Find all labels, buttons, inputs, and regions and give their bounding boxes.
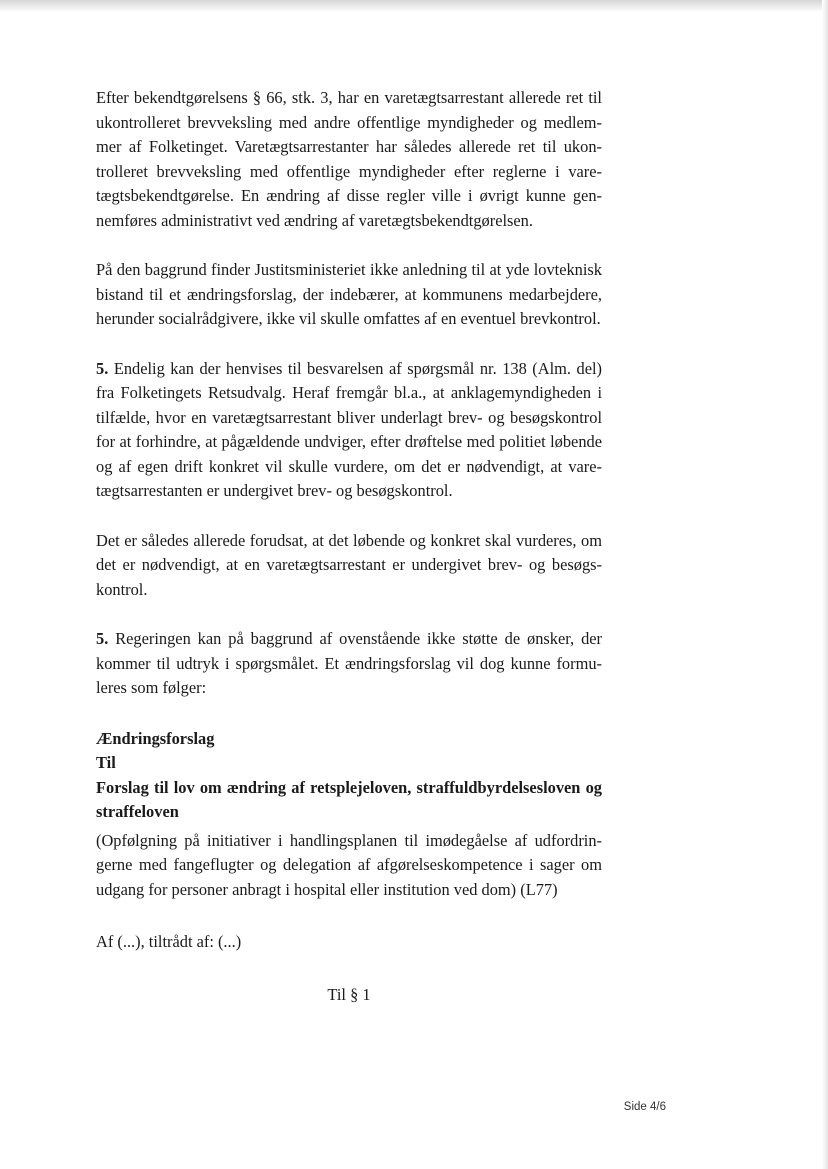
proposal-til: Til (96, 753, 116, 772)
paragraph-text: Endelig kan der henvises til besvarelsen af spørgsmål nr. 138 (Alm. del) fra Folketingets Retsudvalg. Heraf fremgår bl.a., at anklagemyndigheden i tilfælde, hvor en varetægtsarrestant bliver underlagt brev- og besøgskontrol for at forhindre, at pågældende undviger, efter drøftelse med politiet løbende og af egen drift konkret vil skulle vurdere, om det er nødvendigt, at varetægtsarrestanten er undergivet brev- og besøgskontrol. (96, 358, 602, 500)
amendment-proposal (96, 727, 602, 903)
section-reference: Til § 1 (327, 984, 371, 1004)
paragraph-text: Det er således allerede forudsat, at det løbende og konkret skal vurderes, om det er nødvendigt, at en varetægtsarrestant er undergivet brev- og besøgskontrol. (96, 530, 602, 599)
paragraph-brevveksling (96, 86, 602, 233)
paragraph-text: Regeringen kan på baggrund af ovenstående ikke støtte de ønsker, der kommer til udtryk i spørgsmålet. Et ændringsforslag vil dog kunne formuleres som følger: (96, 629, 602, 697)
paragraph-besvarelse (96, 357, 602, 504)
scan-top-edge (0, 0, 828, 12)
paragraph-number: 5. (96, 358, 109, 378)
paragraph-lovteknisk-bistand (96, 258, 602, 332)
proposal-subtitle: (Opfølgning på initiativer i handlingsplanen til imødegåelse af udfordringerne med fangeflugter og delegation af afgørelseskompetence i sager om udgang for personer anbragt i hospital eller institution ved dom) (L77) (96, 830, 602, 899)
paragraph-regeringen (96, 627, 602, 701)
scan-right-edge (822, 0, 828, 1169)
paragraph-text: Efter bekendtgørelsens § 66, stk. 3, har en varetægtsarrestant allerede ret til ukontrolleret brevveksling med andre offentlige myndigheder og medlemmer af Folketinget. Varetægtsarrestanter har således allerede ret til ukontrolleret brevveksling med offentlige myndigheder efter reglerne i varetægtsbekendtgørelse. En ændring af disse regler ville i øvrigt kunne gennemføres administrativt ved ændring af varetægtsbekendtgørelsen. (96, 88, 602, 230)
paragraph-forudsat (96, 529, 602, 603)
paragraph-number: 5. (96, 629, 109, 648)
proposal-title: Forslag til lov om ændring af retsplejeloven, straffuldbyrdelsesloven og straffeloven (96, 777, 602, 821)
document-body (96, 86, 602, 1007)
proposal-heading: Ændringsforslag (96, 728, 215, 748)
page-number: Side 4/6 (623, 1101, 666, 1113)
paragraph-text: På den baggrund finder Justitsministeriet ikke anledning til at yde lovteknisk bistand til et ændringsforslag, der indebærer, at kommunens medarbejdere, herunder socialrådgivere, ikke vil skulle omfattes af en eventuel brevkontrol. (96, 260, 602, 328)
signers-line: Af (...), tiltrådt af: (...) (96, 932, 242, 951)
